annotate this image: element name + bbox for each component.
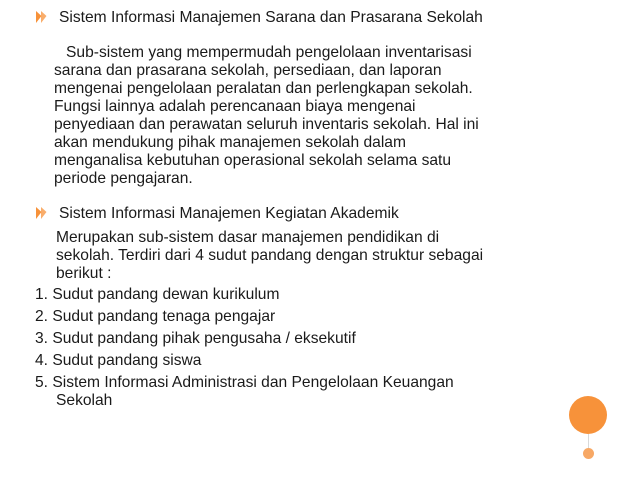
list-item: 4. Sudut pandang siswa: [35, 352, 202, 369]
section1-line-1: Sub-sistem yang mempermudah pengelolaan inventarisasi: [66, 44, 472, 61]
section2-line-2: sekolah. Terdiri dari 4 sudut pandang dengan struktur sebagai: [56, 247, 484, 264]
list-item: 5. Sistem Informasi Administrasi dan Pengelolaan Keuangan: [35, 374, 454, 391]
bullet-diamond-icon: [35, 9, 48, 25]
section1-line-7: menganalisa kebutuhan operasional sekolah selama satu: [54, 152, 452, 169]
section1-line-2: sarana dan prasarana sekolah, persediaan, dan laporan: [54, 62, 442, 79]
section1-title: Sistem Informasi Manajemen Sarana dan Prasarana Sekolah: [59, 9, 483, 26]
list-item: 2. Sudut pandang tenaga pengajar: [35, 308, 276, 325]
bullet-diamond-icon: [35, 205, 48, 221]
section2-title: Sistem Informasi Manajemen Kegiatan Akademik: [59, 205, 399, 222]
section2-line-3: berikut :: [56, 265, 112, 282]
section1-line-8: periode pengajaran.: [54, 170, 193, 187]
decorative-connector-line: [588, 434, 589, 448]
list-item: 3. Sudut pandang pihak pengusaha / eksekutif: [35, 330, 356, 347]
decorative-circle-large: [569, 396, 607, 434]
section1-line-3: mengenai pengelolaan peralatan dan perlengkapan sekolah.: [54, 80, 473, 97]
list-item-continuation: Sekolah: [56, 392, 113, 409]
decorative-circle-small: [583, 448, 594, 459]
section1-line-5: penyediaan dan perawatan seluruh inventaris sekolah. Hal ini: [54, 116, 479, 133]
section2-line-1: Merupakan sub-sistem dasar manajemen pendidikan di: [56, 229, 440, 246]
section1-line-4: Fungsi lainnya adalah perencanaan biaya mengenai: [54, 98, 416, 115]
list-item: 1. Sudut pandang dewan kurikulum: [35, 286, 280, 303]
section1-line-6: akan mendukung pihak manajemen sekolah dalam: [54, 134, 406, 151]
